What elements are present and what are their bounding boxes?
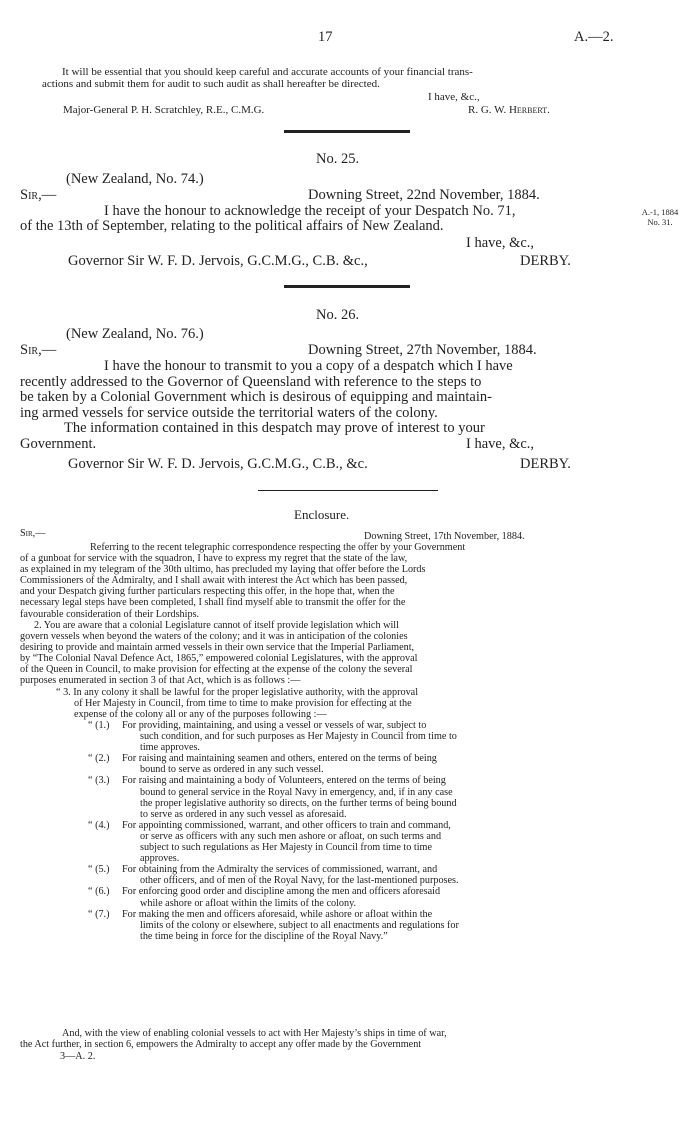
closing: I have, &c., [466, 436, 535, 452]
salutation: Sir,— [20, 187, 57, 203]
list-item [88, 720, 668, 753]
salutation: Sir,— [20, 342, 57, 358]
text-line: actions and submit them for audit to such audit as shall hereafter be directed. [42, 78, 380, 90]
text-line: For making the men and officers aforesaid, while ashore or afloat within the [122, 908, 433, 920]
text-line: the proper legislative authority so directs, on the further terms of being bound [140, 797, 457, 809]
margin-note [630, 207, 690, 227]
text-line: expense of the colony all or any of the purposes following :— [74, 709, 327, 721]
text-line: purposes enumerated in section 3 of that Act, which is as follows :— [20, 675, 301, 687]
letter-date: Downing Street, 22nd November, 1884. [308, 187, 540, 203]
text-line: be taken by a Colonial Government which is desirous of equipping and maintain- [20, 389, 492, 406]
enclosure-paragraph-1 [20, 542, 660, 620]
list-item [88, 909, 668, 942]
text-line: The information contained in this despatch may prove of interest to your [64, 420, 485, 437]
text-line: by “The Colonial Naval Defence Act, 1865,” empowered colonial Legislatures, with the approval [20, 653, 418, 665]
intro-paragraph [42, 66, 662, 90]
letter-date: Downing Street, 17th November, 1884. [364, 531, 525, 542]
text-line: ing armed vessels for service outside the territorial waters of the colony. [20, 404, 438, 421]
letter-heading: No. 26. [316, 307, 360, 323]
text-line: other officers, and of men of the Royal Navy, for the last-mentioned purposes. [140, 875, 459, 887]
page-number: 17 [318, 29, 333, 45]
margin-note-line: A.-1, 1884 [641, 207, 679, 217]
text-line: I have the honour to acknowledge the receipt of your Despatch No. 71, [104, 203, 516, 219]
text-line: For raising and maintaining seamen and others, entered on the terms of being [122, 753, 437, 765]
text-line: of the Queen in Council, to make provision for effecting at the expense of the colony the several [20, 664, 413, 676]
text-line: For raising and maintaining a body of Volunteers, entered on the terms of being [122, 775, 446, 787]
text-line: “ 3. In any colony it shall be lawful for the proper legislative authority, with the approval [56, 687, 419, 698]
item-number: “ (5.) [88, 864, 110, 876]
text-line: necessary legal steps have been completed, I shall find myself able to transmit the offer for the [20, 597, 406, 609]
text-line: or serve as officers with any such men ashore or afloat, on such terms and [140, 830, 442, 842]
item-number: “ (1.) [88, 720, 110, 731]
section-3-quote [56, 687, 666, 720]
text-line: of a gunboat for service with the squadron, I have to express my regret that the state of the law, [20, 553, 408, 565]
addressee: Governor Sir W. F. D. Jervois, G.C.M.G., C.B. &c., [68, 253, 368, 269]
text-line: the time being in force for the discipline of the Royal Navy.” [140, 930, 388, 942]
text-line: Commissioners of the Admiralty, and I shall await with interest the Act which has been passed, [20, 575, 408, 587]
letter-heading: No. 25. [316, 151, 360, 167]
item-number: “ (2.) [88, 753, 110, 765]
text-line: bound to serve as ordered in any such vessel. [140, 764, 324, 776]
text-line: limits of the colony or elsewhere, subject to all enactments and regulations for [140, 919, 459, 931]
text-line: and your Despatch giving further particulars respecting this offer, in the hope that, when the [20, 586, 395, 598]
enclosure-heading: Enclosure. [294, 507, 350, 522]
text-line: of Her Majesty in Council, from time to time to make provision for effecting at the [74, 698, 412, 710]
section-divider [284, 285, 410, 288]
text-line: Government. [20, 435, 97, 452]
list-item [88, 753, 668, 775]
text-line: For obtaining from the Admiralty the services of commissioned, warrant, and [122, 864, 438, 876]
list-item [88, 820, 668, 864]
text-line: desiring to provide and maintain armed vessels in their own service that the Imperial Parliament, [20, 642, 415, 654]
signature: DERBY. [520, 253, 571, 269]
printer-signature-mark: 3—A. 2. [60, 1051, 96, 1062]
text-line: For appointing commissioned, warrant, and other officers to train and command, [122, 819, 451, 831]
section-divider [284, 130, 410, 133]
text-line: while ashore or afloat within the limits of the colony. [140, 897, 357, 909]
text-line: Referring to the recent telegraphic correspondence respecting the offer by your Government [90, 542, 466, 553]
item-number: “ (6.) [88, 886, 110, 898]
list-item [88, 886, 668, 908]
text-line: And, with the view of enabling colonial vessels to act with Her Majesty’s ships in time of war, [62, 1028, 447, 1039]
letter-body [20, 359, 630, 453]
text-line: to serve as ordered in any such vessel as aforesaid. [140, 808, 347, 820]
text-line: subject to such regulations as Her Majesty in Council from time to time [140, 842, 432, 854]
item-number: “ (3.) [88, 775, 110, 787]
addressee: Major-General P. H. Scratchley, R.E., C.M.G. [63, 104, 265, 116]
text-line: the Act further, in section 6, empowers the Admiralty to accept any offer made by the Government [20, 1039, 422, 1051]
list-item [88, 864, 668, 886]
text-line: favourable consideration of their Lordships. [20, 608, 200, 620]
text-line: of the 13th of September, relating to the political affairs of New Zealand. [20, 218, 444, 234]
text-line: It will be essential that you should keep careful and accurate accounts of your financial trans- [62, 66, 473, 78]
item-number: “ (7.) [88, 908, 110, 920]
document-reference: A.—2. [574, 29, 614, 45]
letter-body [20, 204, 630, 234]
letter-reference: (New Zealand, No. 74.) [66, 171, 204, 187]
addressee: Governor Sir W. F. D. Jervois, G.C.M.G., C.B., &c. [68, 456, 368, 472]
letter-reference: (New Zealand, No. 76.) [66, 326, 204, 342]
text-line: bound to general service in the Royal Navy in emergency, and, if in any case [140, 786, 453, 798]
text-line: For enforcing good order and discipline among the men and officers aforesaid [122, 886, 441, 898]
signature: R. G. W. Herbert. [468, 104, 550, 116]
closing: I have, &c., [466, 235, 535, 251]
text-line: govern vessels when beyond the waters of the colony; and it was in anticipation of the colonies [20, 631, 408, 643]
text-line: 2. You are aware that a colonial Legislature cannot of itself provide legislation which will [34, 620, 399, 631]
text-line: such condition, and for such purposes as Her Majesty in Council from time to [140, 731, 457, 743]
closing: I have, &c., [428, 91, 480, 103]
text-line: I have the honour to transmit to you a copy of a despatch which I have [104, 358, 513, 374]
text-line: approves. [140, 853, 180, 865]
enclosure-paragraph-2 [20, 620, 660, 687]
enclosure-final-paragraph [20, 1028, 660, 1050]
signature: DERBY. [520, 456, 571, 472]
letter-date: Downing Street, 27th November, 1884. [308, 342, 537, 358]
text-line: as explained in my telegram of the 30th ultimo, has precluded my laying that offer before the Lords [20, 564, 426, 576]
salutation: Sir,— [20, 528, 46, 539]
list-item [88, 775, 668, 819]
purposes-list [88, 720, 668, 942]
text-line: For providing, maintaining, and using a vessel or vessels of war, subject to [122, 720, 427, 731]
margin-note-line: No. 31. [647, 217, 673, 227]
item-number: “ (4.) [88, 819, 110, 831]
text-line: time approves. [140, 742, 200, 754]
section-divider [258, 490, 438, 491]
text-line: recently addressed to the Governor of Queensland with reference to the steps to [20, 373, 482, 390]
